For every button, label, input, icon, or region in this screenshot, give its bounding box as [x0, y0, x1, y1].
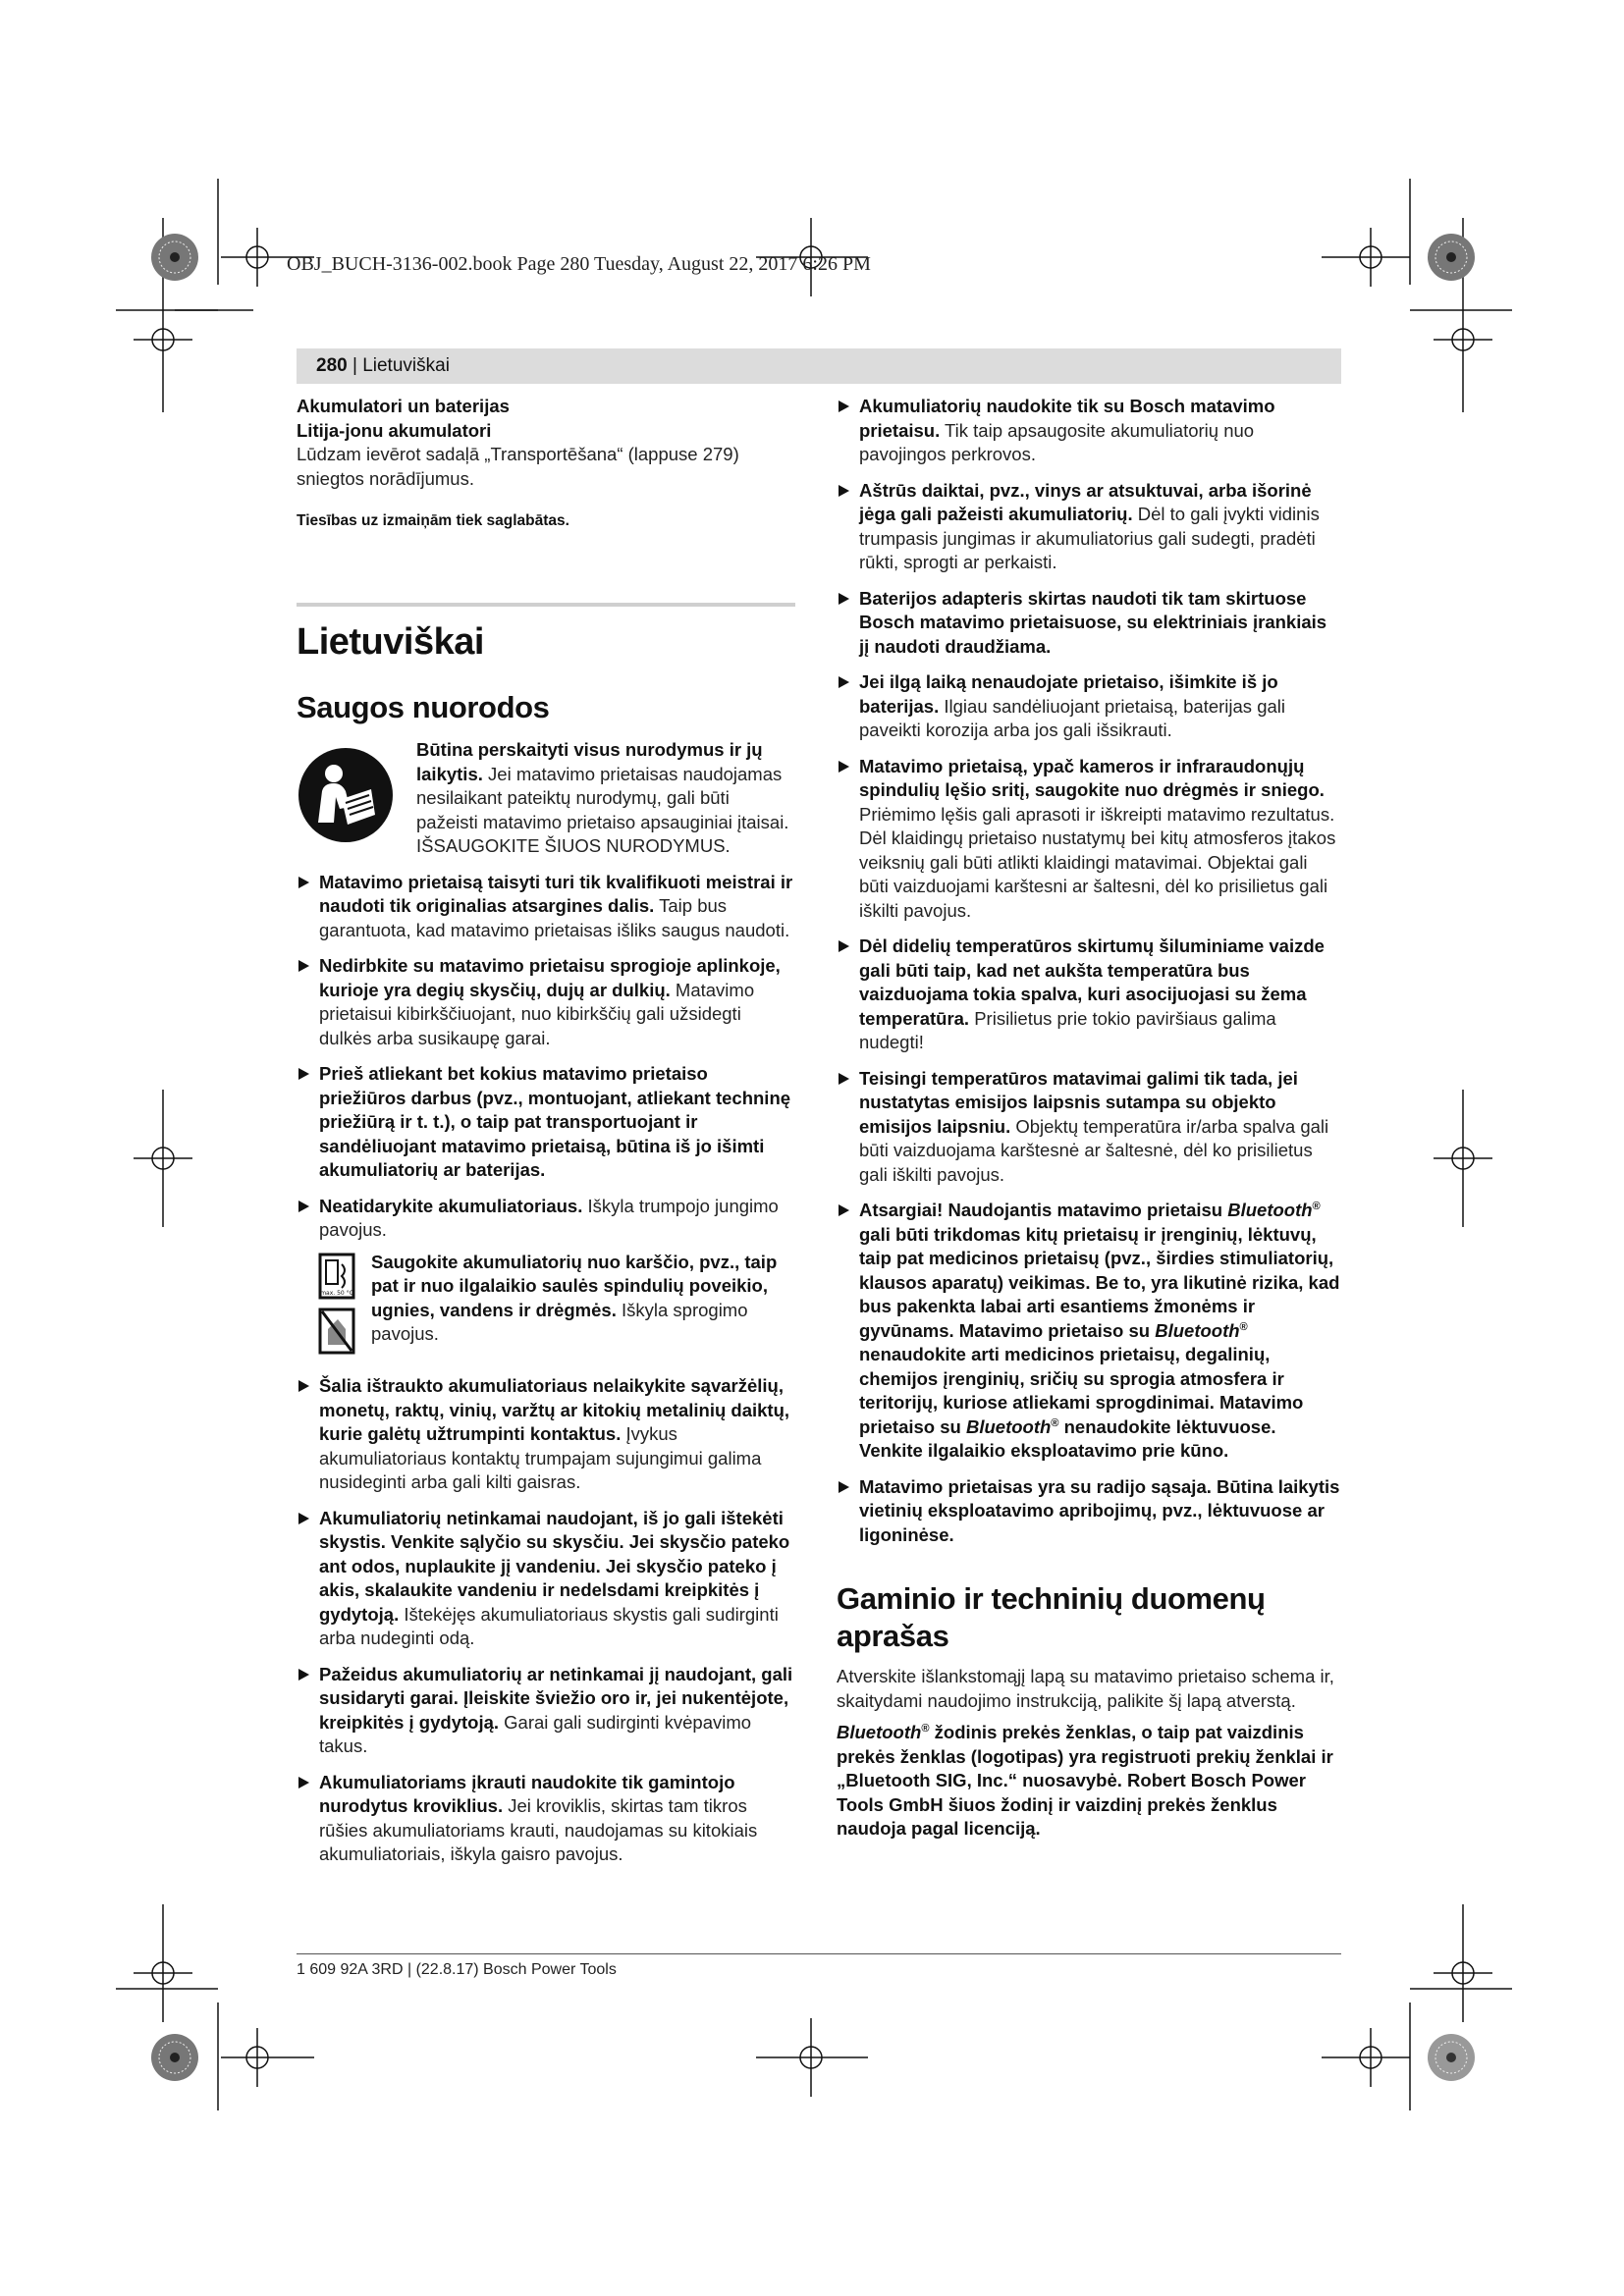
- radio-warning: [837, 1475, 1341, 1548]
- bullet-triangle-icon: [839, 1204, 849, 1216]
- prev-body: Lūdzam ievērot sadaļā „Transportēšana“ (lappuse 279) sniegtos norādījumus.: [297, 444, 739, 489]
- trademark-text: žodinis prekės ženklas, o taip pat vaizdinis prekės ženklas (logotipas) yra registruoti prekių ženklai ir „Bluetooth SIG, Inc.“ nuosavybė. Robert Bosch Power Tools GmbH šiuos žodinį ir vaizdinį prekės ženklus naudoja pagal licenciją.: [837, 1722, 1333, 1839]
- bluetooth-word: Bluetooth: [1227, 1200, 1313, 1220]
- safety-bullet: [297, 1062, 795, 1183]
- safety-bullet: [297, 954, 795, 1050]
- bluetooth-warning-part: nenaudokite arti medicinos prietaisų, degalinių, chemijos įrenginių, sričių su sprogia atmosfera ir teritorijų, kuriose atliekami sprogdinimai. Matavimo prietaiso su: [859, 1344, 1304, 1437]
- bullet-text: Dėl to gali įvykti vidinis trumpasis jungimas ir akumuliatorius gali sudegti, pradėti rūkti, sprogti ar perkaisti.: [859, 504, 1320, 572]
- bullet-text: Taip bus garantuota, kad matavimo prietaisas išliks saugus naudoti.: [319, 895, 790, 940]
- bullet-bold: Baterijos adapteris skirtas naudoti tik tam skirtuose Bosch matavimo prietaisuose, su elektriniais įrankiais jį naudoti draudžiama.: [859, 587, 1327, 657]
- bullet-text: Objektų temperatūra ir/arba spalva gali būti vaizduojama karštesnė ar šaltesnė, dėl ko prisilietus gali iškilti pavojus.: [859, 1115, 1329, 1185]
- bullet-triangle-icon: [839, 676, 849, 688]
- bullet-text: Jei kroviklis, skirtas tam tikros rūšies akumuliatoriams krauti, naudojamas su kitokiais akumuliatoriais, iškyla gaisro pavojus.: [319, 1795, 758, 1864]
- bullet-triangle-icon: [298, 1201, 309, 1212]
- safety-bullet: [297, 1663, 795, 1759]
- safety-bullet: [837, 479, 1341, 575]
- safety-bullet: [297, 1771, 795, 1867]
- bullet-bold: Akumuliatorių naudokite tik su Bosch matavimo prietaisu.: [859, 396, 1275, 441]
- page-header: [297, 348, 1341, 384]
- safety-bullet: [837, 670, 1341, 743]
- page-header-text: [316, 355, 450, 377]
- safety-bullet: [297, 1374, 795, 1495]
- bullet-bold: Matavimo prietaisą taisyti turi tik kvalifikuoti meistrai ir naudoti tik originalias atsargines dalis.: [319, 871, 793, 916]
- safety-title: Saugos nuorodos: [297, 690, 550, 724]
- bullet-bold: Jei ilgą laiką nenaudojate prietaiso, išimkite iš jo baterijas.: [859, 671, 1278, 717]
- safety-bullet: [297, 1195, 795, 1243]
- bullet-bold: Akumuliatoriams įkrauti naudokite tik gamintojo nurodytus kroviklius.: [319, 1771, 735, 1816]
- read-manual-icon: [297, 738, 403, 859]
- radio-warning-bold: Matavimo prietaisas yra su radijo sąsaja. Būtina laikytis vietinių eksploatavimo apribojimų, pvz., lėktuvuose ar ligoninėse.: [859, 1475, 1340, 1545]
- prev-subheading: Litija-jonu akumulatori: [297, 419, 492, 441]
- bullet-triangle-icon: [298, 1669, 309, 1681]
- bluetooth-warning-part: nenaudokite lėktuvuose. Venkite ilgalaikio eksploatavimo prie kūno.: [859, 1415, 1276, 1461]
- bullet-bold: Aštrūs daiktai, pvz., vinys ar atsuktuvai, arba išorinė jėga gali pažeisti akumuliatorių.: [859, 479, 1312, 524]
- registered-mark: ®: [1312, 1200, 1321, 1212]
- read-instructions-block: [297, 738, 795, 859]
- bluetooth-word: Bluetooth: [1155, 1319, 1240, 1341]
- bluetooth-word: Bluetooth: [965, 1415, 1052, 1437]
- bullet-triangle-icon: [298, 960, 309, 972]
- registered-mark: ®: [1239, 1320, 1248, 1333]
- print-slug: OBJ_BUCH-3136-002.book Page 280 Tuesday, August 22, 2017 6:26 PM: [287, 253, 871, 275]
- product-description-title: Gaminio ir techninių duomenų aprašas: [837, 1581, 1266, 1653]
- bullet-text: Tik taip apsaugosite akumuliatorių nuo pavojingos perkrovos.: [859, 419, 1255, 464]
- safety-bullet: [837, 755, 1341, 924]
- bullet-triangle-icon: [298, 1380, 309, 1392]
- bullet-text: Ištekėjęs akumuliatoriaus skystis gali sudirginti arba nudeginti odą.: [319, 1603, 779, 1648]
- heat-icon-label: max. 50 °C: [320, 1289, 353, 1297]
- bullet-text: Prisilietus prie tokio paviršiaus galima nudegti!: [859, 1007, 1276, 1052]
- bluetooth-word: Bluetooth: [837, 1722, 922, 1742]
- bullet-bold: Teisingi temperatūros matavimai galimi tik tada, jei nustatytas emisijos laipsnis sutampa su objekto emisijos laipsniu.: [859, 1067, 1298, 1137]
- header-separator: |: [347, 355, 363, 376]
- prev-section-heading: Akumulatori un baterijas: [297, 396, 510, 416]
- header-language: Lietuviškai: [362, 355, 450, 376]
- bullet-bold: Pažeidus akumuliatorių ar netinkamai jį naudojant, gali susidaryti garai. Įleiskite šviežio oro ir, jei nukentėjote, kreipkitės į gydytoją.: [319, 1663, 793, 1733]
- bullet-triangle-icon: [298, 1068, 309, 1080]
- heat-warning-rest: Iškyla sprogimo pavojus.: [371, 1299, 748, 1344]
- footer-rule: [297, 1953, 1341, 1954]
- heat-warning-text: [371, 1251, 795, 1363]
- intro-rest: Jei matavimo prietaisas naudojamas nesilaikant pateiktų nurodymų, gali būti pažeisti matavimo prietaiso apsauginiai įtaisai. IŠSAUGOKITE ŠIUOS NURODYMUS.: [416, 763, 789, 856]
- trademark-notice: [837, 1721, 1341, 1842]
- bullet-bold: Dėl didelių temperatūros skirtumų šiluminiame vaizde gali būti taip, kad net aukšta temperatūra bus vaizduojama tokia spalva, kuri asocijuojasi su žema temperatūra.: [859, 935, 1325, 1029]
- bullet-triangle-icon: [298, 1777, 309, 1789]
- bullet-bold: Neatidarykite akumuliatoriaus.: [319, 1195, 583, 1216]
- bullet-bold: Matavimo prietaisą, ypač kameros ir infraraudonųjų spindulių lęšio sritį, saugokite nuo drėgmės ir sniego.: [859, 755, 1325, 800]
- bullet-triangle-icon: [298, 877, 309, 888]
- safety-bullet: [297, 1507, 795, 1651]
- bullet-triangle-icon: [839, 761, 849, 773]
- safety-bullet: [837, 395, 1341, 467]
- rights-reserved: Tiesības uz izmaiņām tiek saglabātas.: [297, 512, 569, 529]
- heat-warning-block: [297, 1251, 795, 1363]
- bullet-triangle-icon: [839, 940, 849, 952]
- right-column: [837, 395, 1341, 1842]
- safety-bullet: [837, 587, 1341, 660]
- heat-icons: [318, 1251, 357, 1363]
- bullet-triangle-icon: [839, 485, 849, 497]
- bullet-text: Įvykus akumuliatoriaus kontaktų trumpajam sujungimui galima nusideginti arba gali kilti gaisras.: [319, 1423, 762, 1492]
- page-number: 280: [316, 355, 348, 376]
- bullet-triangle-icon: [298, 1513, 309, 1524]
- bullet-triangle-icon: [839, 400, 849, 412]
- bullet-triangle-icon: [839, 1073, 849, 1085]
- safety-bullet: [837, 1067, 1341, 1188]
- page-footer: 1 609 92A 3RD | (22.8.17) Bosch Power Tools: [297, 1961, 617, 1978]
- bullet-triangle-icon: [839, 1481, 849, 1493]
- product-description-body: Atverskite išlankstomąjį lapą su matavimo prietaiso schema ir, skaitydami naudojimo instrukciją, palikite šį lapą atverstą.: [837, 1666, 1334, 1711]
- bullet-bold: Šalia ištraukto akumuliatoriaus nelaikykite sąvaržėlių, monetų, raktų, vinių, varžtų ar kitokių metalinių daiktų, kurie galėtų užtrumpinti kontaktus.: [319, 1375, 790, 1444]
- battery-heat-icon: [318, 1251, 355, 1357]
- bluetooth-warning: [837, 1199, 1341, 1464]
- bullet-text: Priėmimo lęšis gali aprasoti ir iškreipti matavimo rezultatus. Dėl klaidingų prietaiso nustatymų bei kitų atmosferos įtakos veiksnių gali būti atlikti klaidingi matavimai. Objektai gali būti vaizduojami karštesni ar šaltesni, dėl ko prisilietus gali iškilti pavojus.: [859, 803, 1336, 921]
- bullet-triangle-icon: [839, 593, 849, 605]
- safety-bullet: [837, 934, 1341, 1055]
- registered-mark: ®: [921, 1722, 930, 1735]
- bullet-text: Ilgiau sandėliuojant prietaisą, baterijas gali paveikti korozija arba jos gali išsikrauti.: [859, 695, 1285, 740]
- bullet-bold: Akumuliatorių netinkamai naudojant, iš jo gali ištekėti skystis. Venkite sąlyčio su skysčiu. Jei skysčio pateko ant odos, nuplaukite jį vandeniu. Jei skysčio pateko į akis, skalaukite vandeniu ir nedelsdami kreipkitės į gydytoją.: [319, 1507, 790, 1625]
- language-rule: [297, 603, 795, 607]
- bullet-bold: Prieš atliekant bet kokius matavimo prietaiso priežiūros darbus (pvz., montuojant, atliekant techninę priežiūrą ir t. t.), o taip pat transportuojant ir sandėliuojant matavimo prietaisą, būtina iš jo išimti akumuliatorių ar baterijas.: [319, 1063, 791, 1180]
- safety-bullet: [297, 871, 795, 943]
- heat-warning-bold: Saugokite akumuliatorių nuo karščio, pvz., taip pat ir nuo ilgalaikio saulės spindulių poveikio, ugnies, vandens ir drėgmės.: [371, 1251, 778, 1320]
- bluetooth-warning-part: gali būti trikdomas kitų prietaisų ir įrenginių, lėktuvų, taip pat medicinos prietaisų (pvz., širdies stimuliatorių, klausos aparatų) veikimas. Be to, yra likutinė rizika, kad bus pakenkta labai arti esantiems žmonėms ir gyvūnams. Matavimo prietaiso su: [859, 1223, 1340, 1341]
- language-title: Lietuviškai: [297, 621, 484, 663]
- bullet-text: Iškyla trumpojo jungimo pavojus.: [319, 1195, 779, 1240]
- bluetooth-warning-part: Atsargiai! Naudojantis matavimo prietaisu: [859, 1200, 1228, 1220]
- left-column: [297, 395, 795, 1879]
- registered-mark: ®: [1051, 1416, 1059, 1429]
- intro-bold: Būtina perskaityti visus nurodymus ir jų laikytis.: [416, 739, 763, 784]
- read-instructions-text: [416, 738, 795, 859]
- bullet-text: Matavimo prietaisui kibirkščiuojant, nuo kibirkščių gali užsidegti dulkės arba susikaupę garai.: [319, 979, 755, 1048]
- bullet-text: Garai gali sudirginti kvėpavimo takus.: [319, 1711, 752, 1756]
- bullet-bold: Nedirbkite su matavimo prietaisu sprogioje aplinkoje, kurioje yra degių skysčių, dujų ar dulkių.: [319, 955, 781, 1000]
